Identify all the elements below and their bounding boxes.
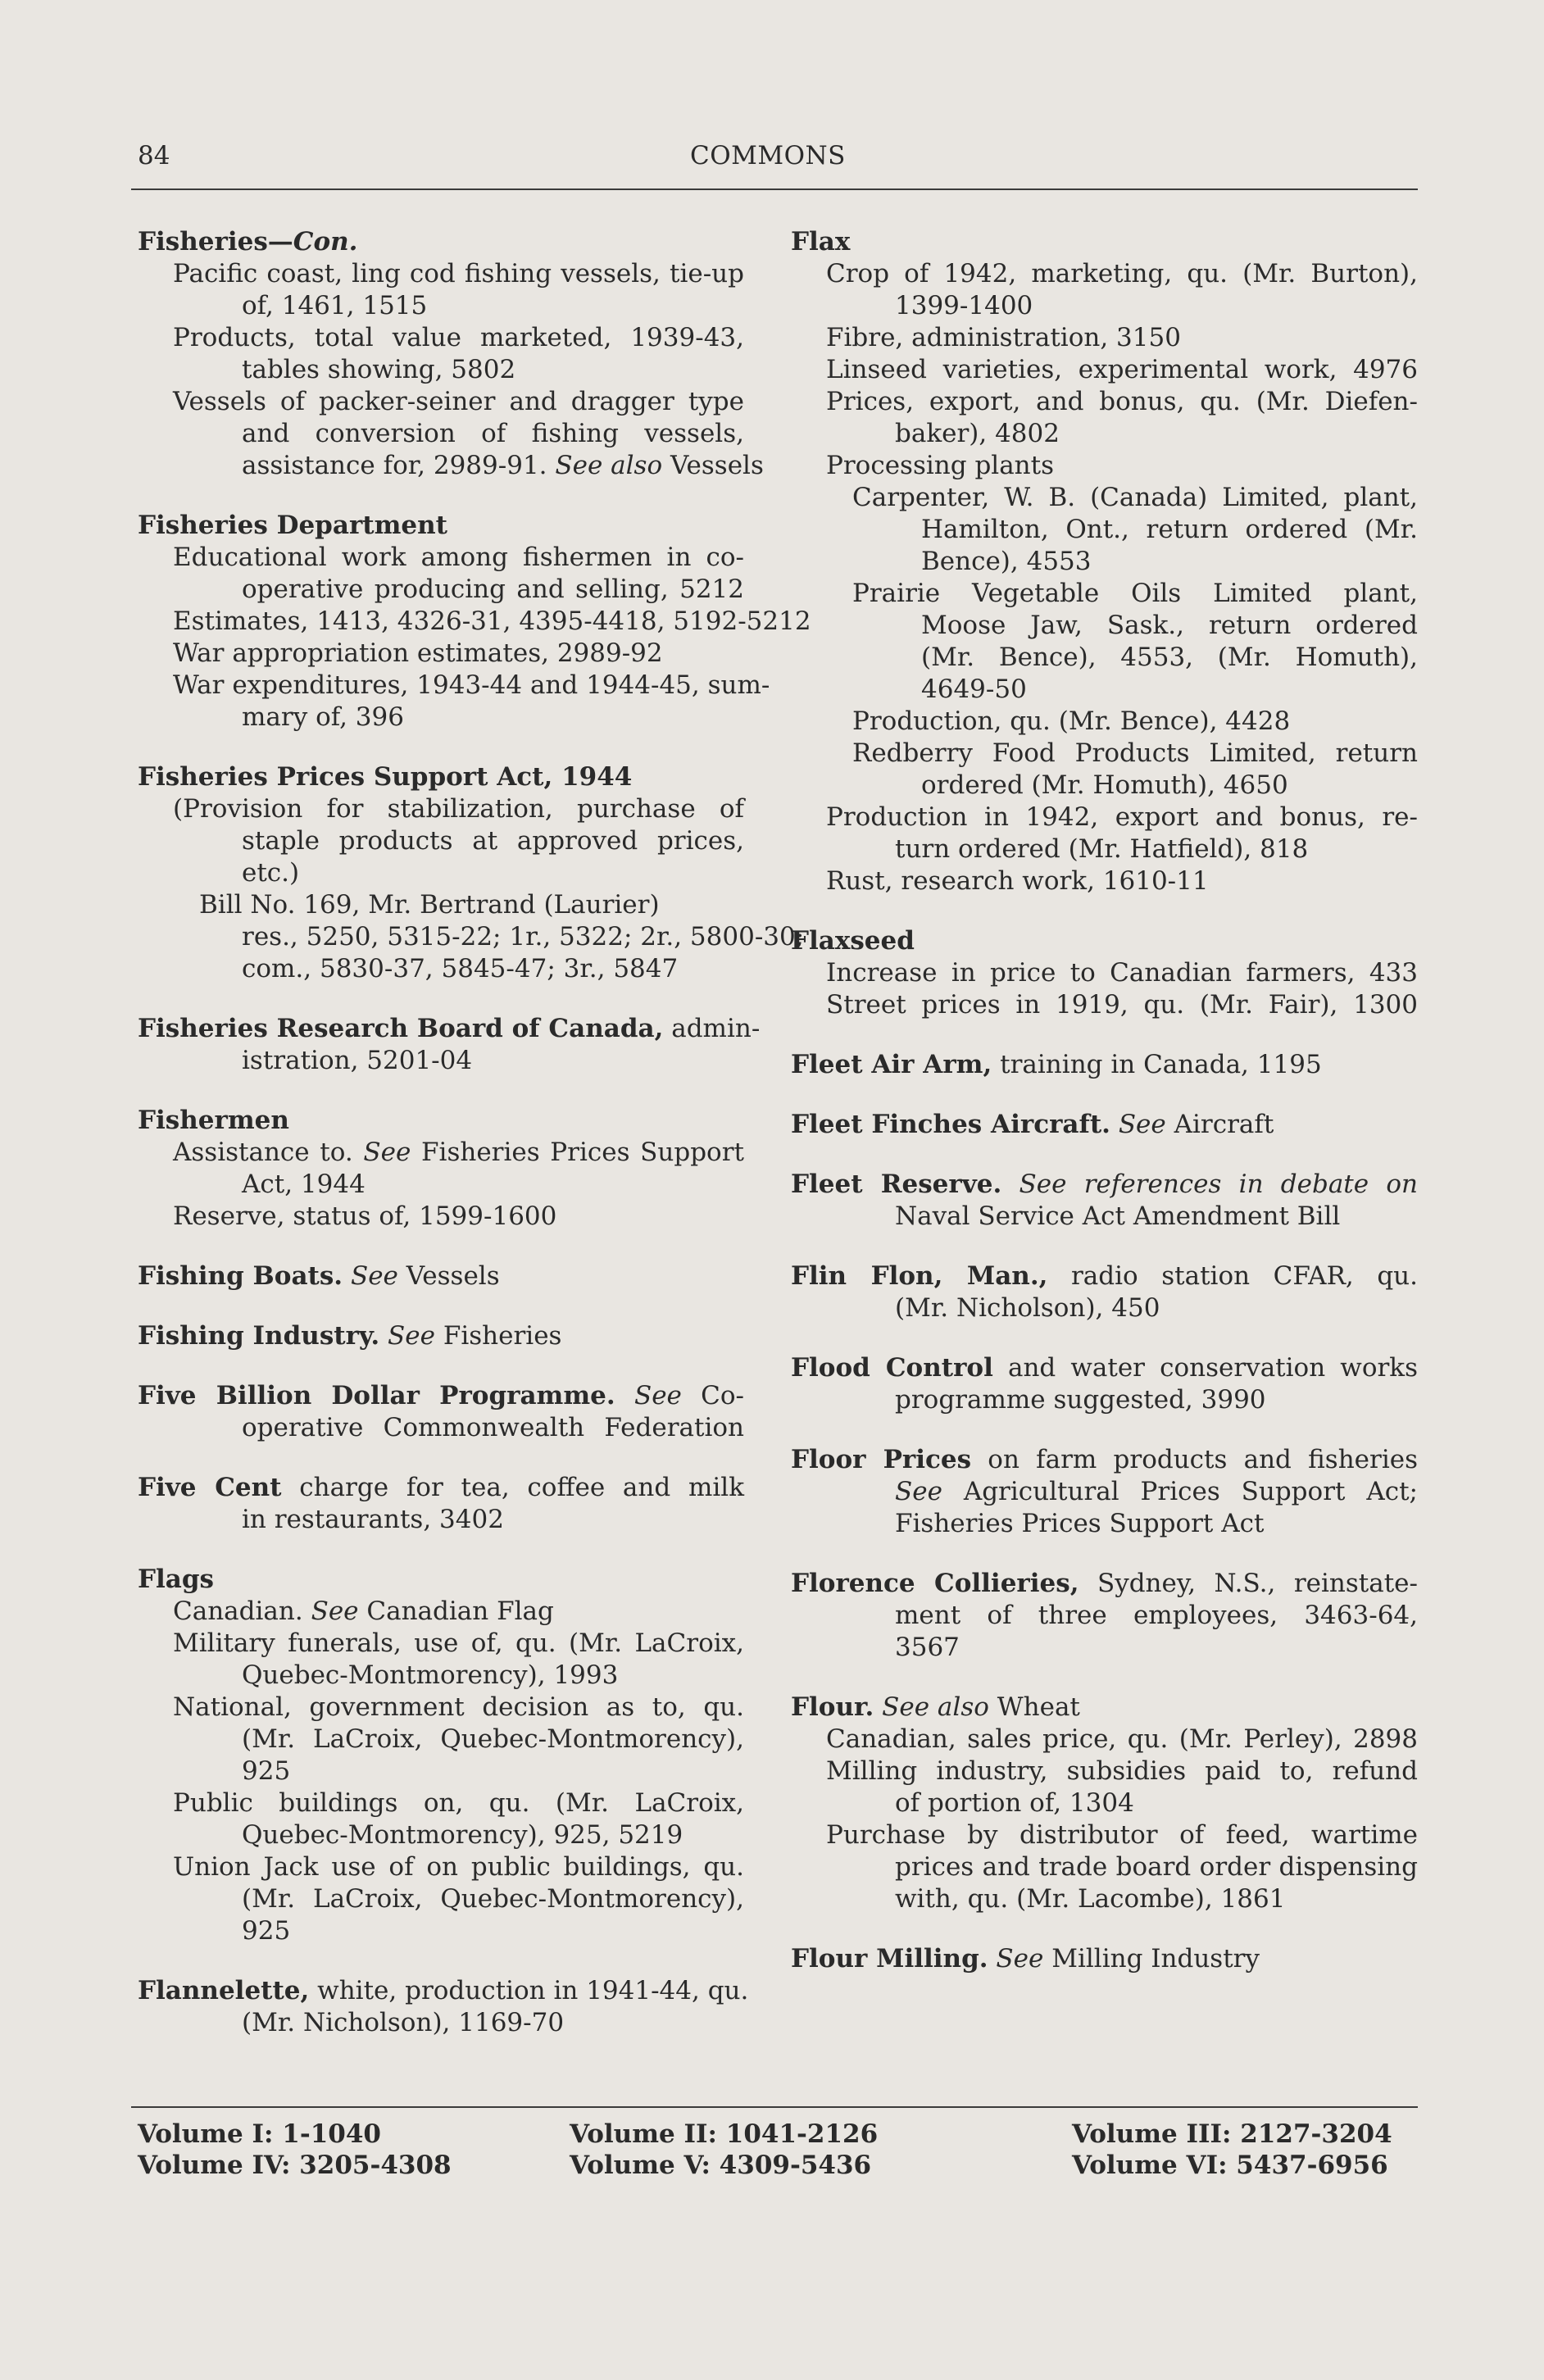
entry-fishermen: Fishermen Assistance to. See Fisheries Prices Support Act, 1944 Reserve, status of, 1599-1600: [138, 1106, 744, 1231]
entry-fleet-air-arm: Fleet Air Arm, training in Canada, 1195: [791, 1050, 1322, 1079]
footer-volumes-middle: [570, 2119, 878, 2181]
entry-flour-milling: Flour Milling. See Milling Industry: [791, 1944, 1260, 1973]
entry-floor-prices: Floor Prices on farm products and fisheries See Agricultural Prices Support Act; Fisheries Prices Support Act: [791, 1445, 1418, 1538]
entry-flags: Flags Canadian. See Canadian Flag Military funerals, use of, qu. (Mr. LaCroix, Quebec-Montmorency), 1993 National, government decision as to, qu. (Mr. LaCroix, Quebec-Montmorency), 925 Public buildings on, qu. (Mr. LaCroix, Quebec-Montmorency), 925, 5219 Union Jack use of on public buildings, qu. (Mr. LaCroix, Quebec-Montmorency), 925: [138, 1565, 744, 1946]
entry-flannelette: Flannelette, white, production in 1941-44, qu. (Mr. Nicholson), 1169-70: [138, 1976, 749, 2037]
volume-5: Volume V: 4309-5436: [570, 2151, 872, 2180]
volume-1: Volume I: 1-1040: [138, 2119, 381, 2149]
entry-five-cent: Five Cent charge for tea, coffee and milk in restaurants, 3402: [138, 1473, 744, 1534]
volume-3: Volume III: 2127-3204: [1072, 2119, 1392, 2149]
entry-fisheries: Fisheries—Con. Pacific coast, ling cod fishing vessels, tie-up of, 1461, 1515 Products, total value marketed, 1939-43, tables showing, 5802 Vessels of packer-seiner and dragger type and conversion of fishing vessels, assistance for, 2989-91. See also Vessels: [138, 227, 764, 480]
entry-fishing-industry: Fishing Industry. See Fisheries: [138, 1321, 562, 1351]
header-rule: [131, 188, 1418, 190]
volume-4: Volume IV: 3205-4308: [138, 2151, 452, 2180]
entry-florence-collieries: Florence Collieries, Sydney, N.S., reinstate- ment of three employees, 3463-64, 3567: [791, 1569, 1418, 1662]
page-number: 84: [138, 141, 170, 170]
entry-fisheries-research-board: Fisheries Research Board of Canada, admin- istration, 5201-04: [138, 1014, 761, 1075]
entry-fisheries-prices-support-act: Fisheries Prices Support Act, 1944 (Provision for stabilization, purchase of staple products at approved prices, etc.) Bill No. 169, Mr. Bertrand (Laurier) res., 5250, 5315-22; 1r., 5322; 2r., 5800-30; com., 5830-37, 5845-47; 3r., 5847: [138, 762, 805, 983]
entry-flax: Flax Crop of 1942, marketing, qu. (Mr. Burton), 1399-1400 Fibre, administration, 3150 Linseed varieties, experimental work, 4976 Prices, export, and bonus, qu. (Mr. Diefen- baker), 4802 Processing plants Carpenter, W. B. (Canada) Limited, plant, Hamilton, Ont., return ordered (Mr. Bence), 4553 Prairie Vegetable Oils Limited plant, Moose Jaw, Sask., return ordered (Mr. Bence), 4553, (Mr. Homuth), 4649-50 Production, qu. (Mr. Bence), 4428 Redberry Food Products Limited, return ordered (Mr. Homuth), 4650 Production in 1942, export and bonus, re- turn ordered (Mr. Hatfield), 818 Rust, research work, 1610-11: [791, 227, 1418, 896]
entry-fisheries-department: Fisheries Department Educational work among fishermen in co- operative producing and selling, 5212 Estimates, 1413, 4326-31, 4395-4418, 5192-5212 War appropriation estimates, 2989-92 War expenditures, 1943-44 and 1944-45, sum- mary of, 396: [138, 511, 811, 732]
entry-flin-flon: Flin Flon, Man., radio station CFAR, qu. (Mr. Nicholson), 450: [791, 1261, 1418, 1323]
entry-flaxseed: Flaxseed Increase in price to Canadian farmers, 433 Street prices in 1919, qu. (Mr. Fair), 1300: [791, 926, 1418, 1020]
entry-flour: Flour. See also Wheat Canadian, sales price, qu. (Mr. Perley), 2898 Milling industry, subsidies paid to, refund of portion of, 1304 Purchase by distributor of feed, wartime prices and trade board order dispensing with, qu. (Mr. Lacombe), 1861: [791, 1692, 1418, 1914]
entry-fleet-reserve: Fleet Reserve. See references in debate on Naval Service Act Amendment Bill: [791, 1170, 1418, 1231]
entry-fishing-boats: Fishing Boats. See Vessels: [138, 1261, 500, 1291]
entry-flood-control: Flood Control and water conservation works programme suggested, 3990: [791, 1353, 1418, 1415]
footer-rule: [131, 2106, 1418, 2108]
left-column: [138, 226, 811, 2039]
page-title: COMMONS: [690, 141, 846, 170]
entry-five-billion-dollar-programme: Five Billion Dollar Programme. See Co- operative Commonwealth Federation: [138, 1381, 745, 1442]
volume-6: Volume VI: 5437-6956: [1072, 2151, 1388, 2180]
footer-volumes-left: [138, 2119, 452, 2181]
entry-fleet-finches-aircraft: Fleet Finches Aircraft. See Aircraft: [791, 1110, 1274, 1139]
volume-2: Volume II: 1041-2126: [570, 2119, 879, 2149]
right-column: [791, 226, 1418, 1975]
footer-volumes-right: [1072, 2119, 1392, 2181]
